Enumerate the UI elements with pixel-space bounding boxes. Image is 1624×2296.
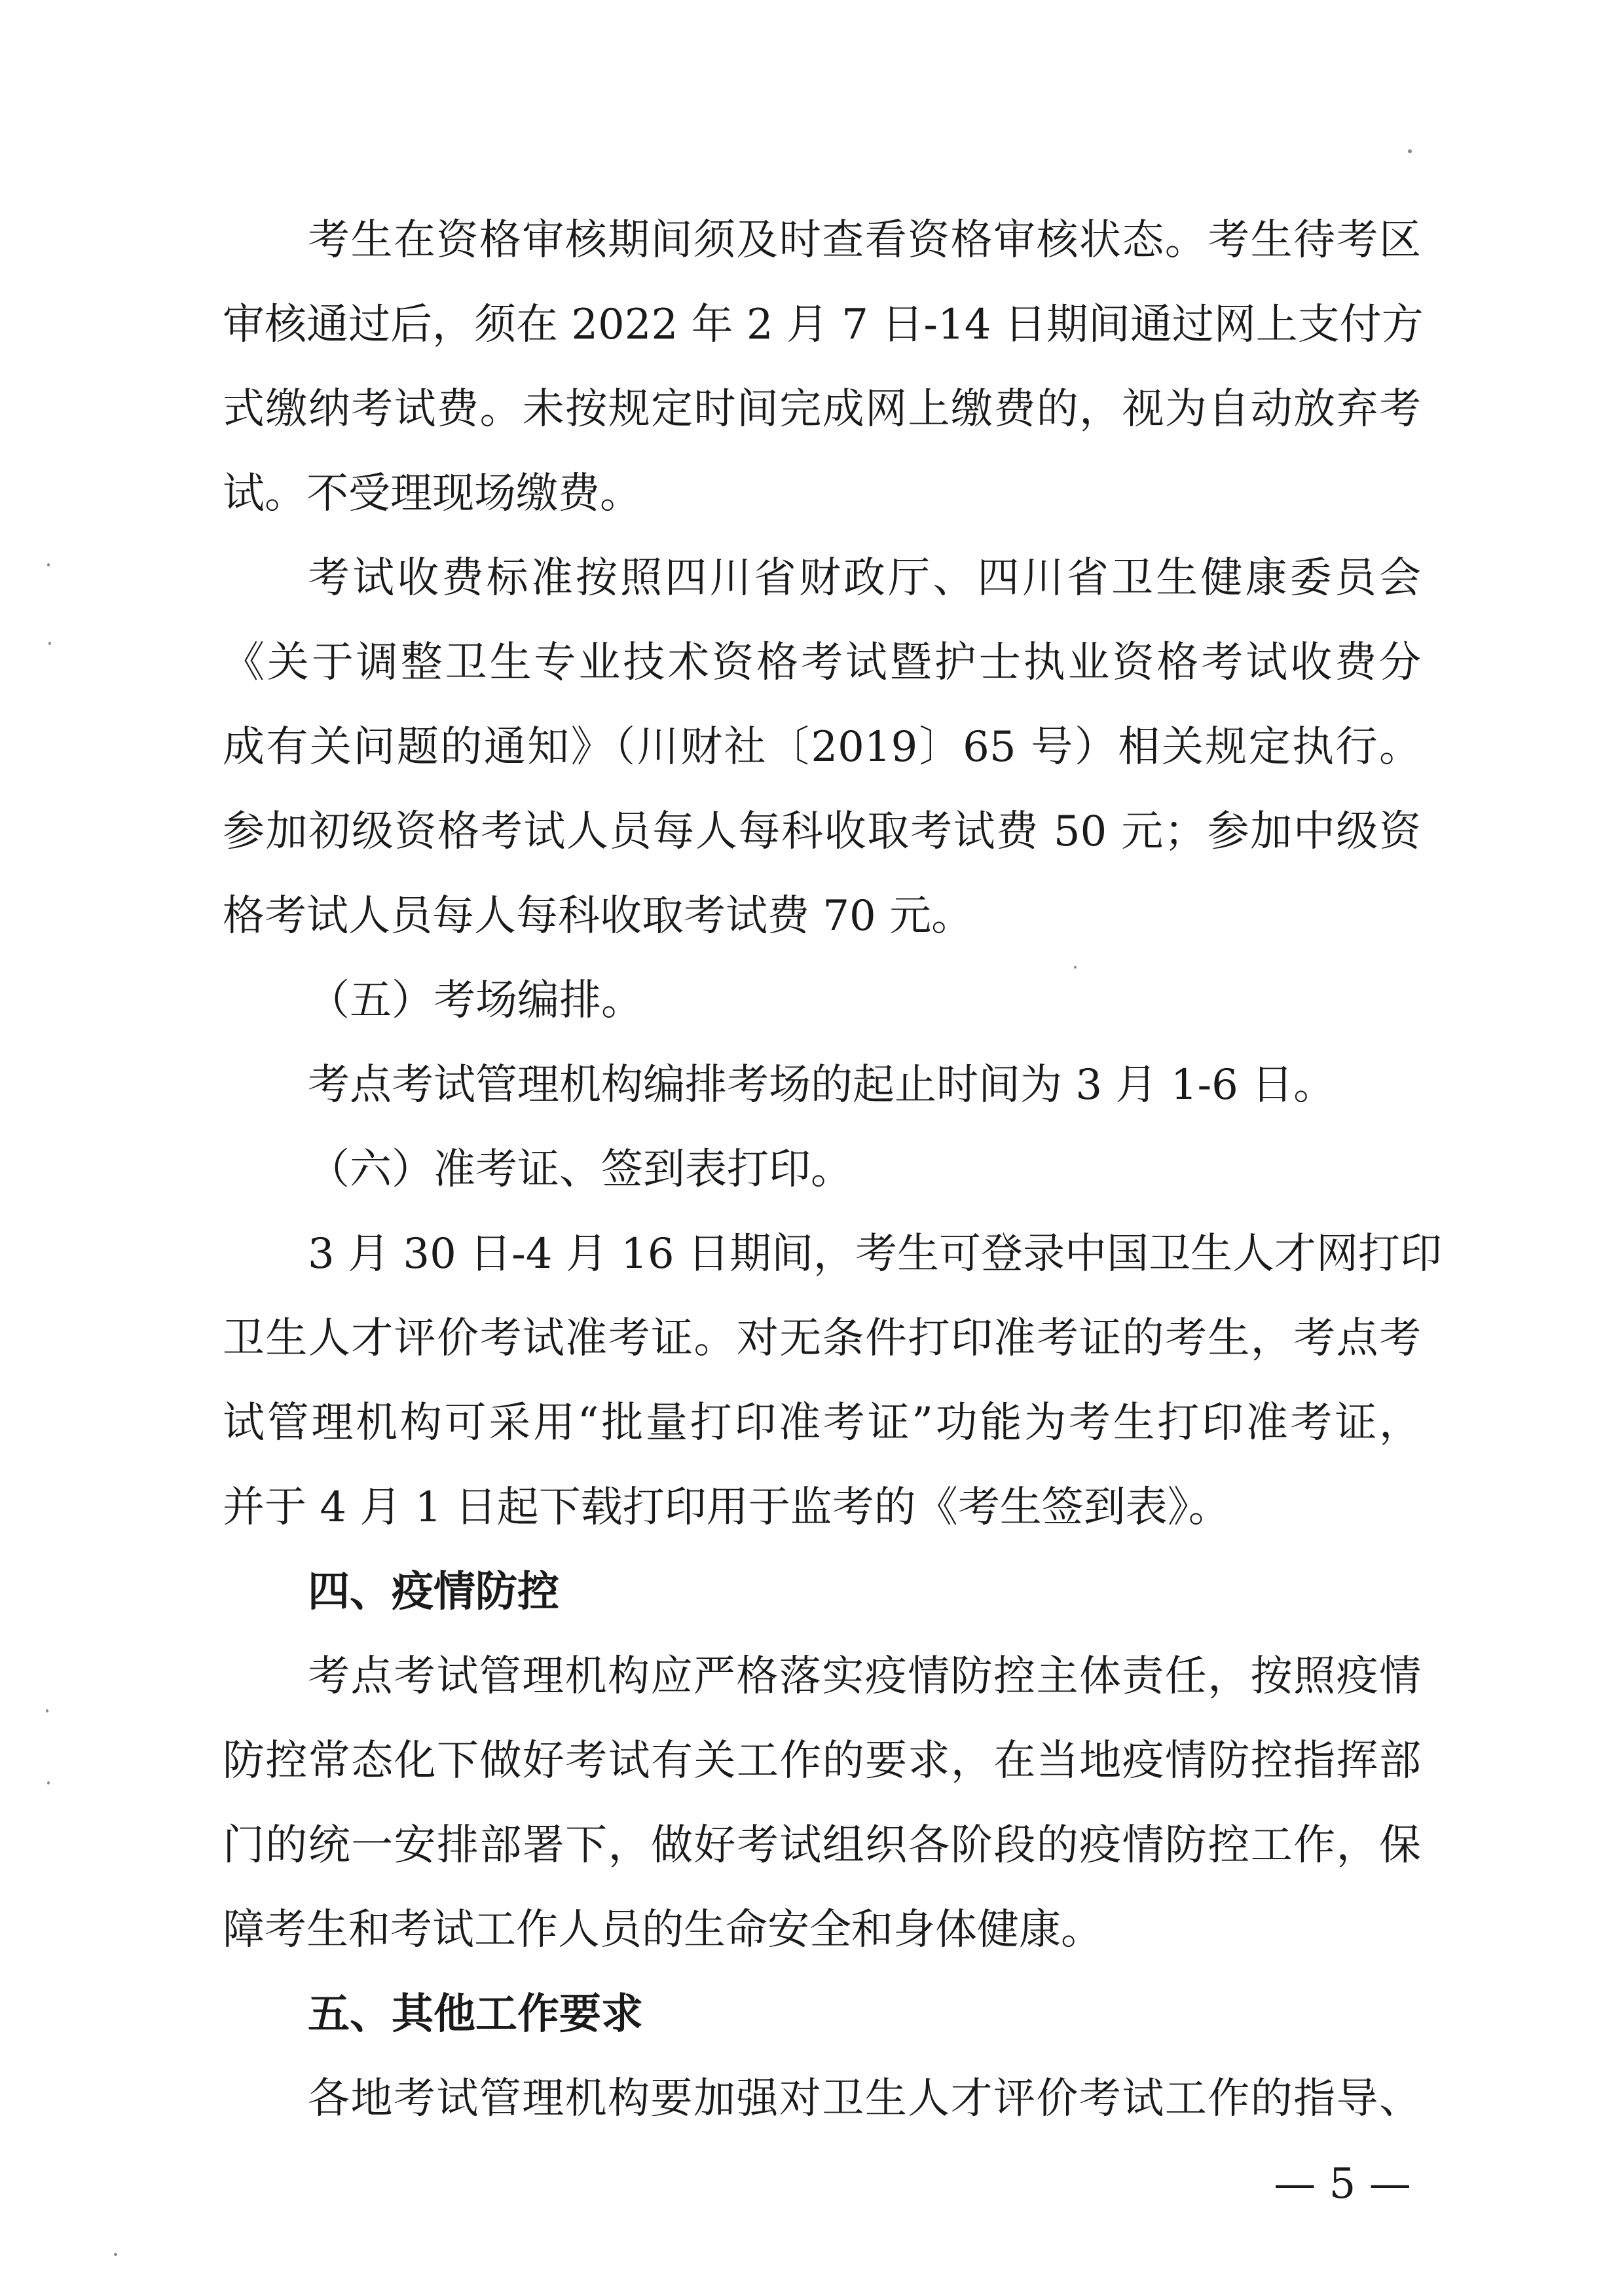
subsection-heading: （六）准考证、签到表打印。 — [308, 1145, 853, 1194]
paragraph-line: 考点考试管理机构应严格落实疫情防控主体责任，按照疫情 — [308, 1652, 1421, 1701]
paragraph-line: 审核通过后，须在 2022 年 2 月 7 日-14 日期间通过网上支付方 — [223, 301, 1424, 349]
section-heading: 四、疫情防控 — [308, 1568, 559, 1616]
paragraph-line: 考点考试管理机构编排考场的起止时间为 3 月 1-6 日。 — [308, 1061, 1336, 1109]
scan-speck — [1074, 966, 1077, 969]
subsection-heading: （五）考场编排。 — [308, 976, 643, 1025]
paragraph-line: 参加初级资格考试人员每人每科收取考试费 50 元；参加中级资 — [223, 807, 1421, 856]
paragraph-line: 考生在资格审核期间须及时查看资格审核状态。考生待考区 — [308, 216, 1421, 265]
section-heading: 五、其他工作要求 — [308, 1990, 643, 2039]
paragraph-line: 成有关问题的通知》（川财社〔2019〕65 号）相关规定执行。 — [223, 723, 1421, 771]
paragraph-line: 各地考试管理机构要加强对卫生人才评价考试工作的指导、 — [308, 2075, 1421, 2123]
paragraph-line: 试管理机构可采用“批量打印准考证”功能为考生打印准考证， — [223, 1399, 1421, 1447]
paragraph-line: 《关于调整卫生专业技术资格考试暨护士执业资格考试收费分 — [223, 639, 1421, 687]
paragraph-line: 考试收费标准按照四川省财政厅、四川省卫生健康委员会 — [308, 554, 1421, 602]
paragraph-line: 格考试人员每人每科收取考试费 70 元。 — [223, 892, 974, 940]
scan-speck — [47, 1781, 50, 1785]
scan-speck — [47, 563, 50, 566]
paragraph-line: 试。不受理现场缴费。 — [223, 470, 642, 518]
paragraph-line: 并于 4 月 1 日起下载打印用于监考的《考生签到表》。 — [223, 1483, 1230, 1532]
paragraph-line: 3 月 30 日-4 月 16 日期间，考生可登录中国卫生人才网打印 — [308, 1230, 1442, 1278]
scan-speck — [1408, 149, 1412, 153]
page-number: — 5 — — [1274, 2160, 1411, 2208]
paragraph-line: 门的统一安排部署下，做好考试组织各阶段的疫情防控工作，保 — [223, 1821, 1421, 1870]
paragraph-line: 防控常态化下做好考试有关工作的要求，在当地疫情防控指挥部 — [223, 1737, 1421, 1785]
scan-speck — [46, 1709, 48, 1713]
paragraph-line: 障考生和考试工作人员的生命安全和身体健康。 — [223, 1906, 1103, 1954]
scan-speck — [48, 642, 51, 645]
paragraph-line: 卫生人才评价考试准考证。对无条件打印准考证的考生，考点考 — [223, 1314, 1421, 1363]
paragraph-line: 式缴纳考试费。未按规定时间完成网上缴费的，视为自动放弃考 — [223, 385, 1421, 434]
scan-speck — [114, 2253, 117, 2256]
